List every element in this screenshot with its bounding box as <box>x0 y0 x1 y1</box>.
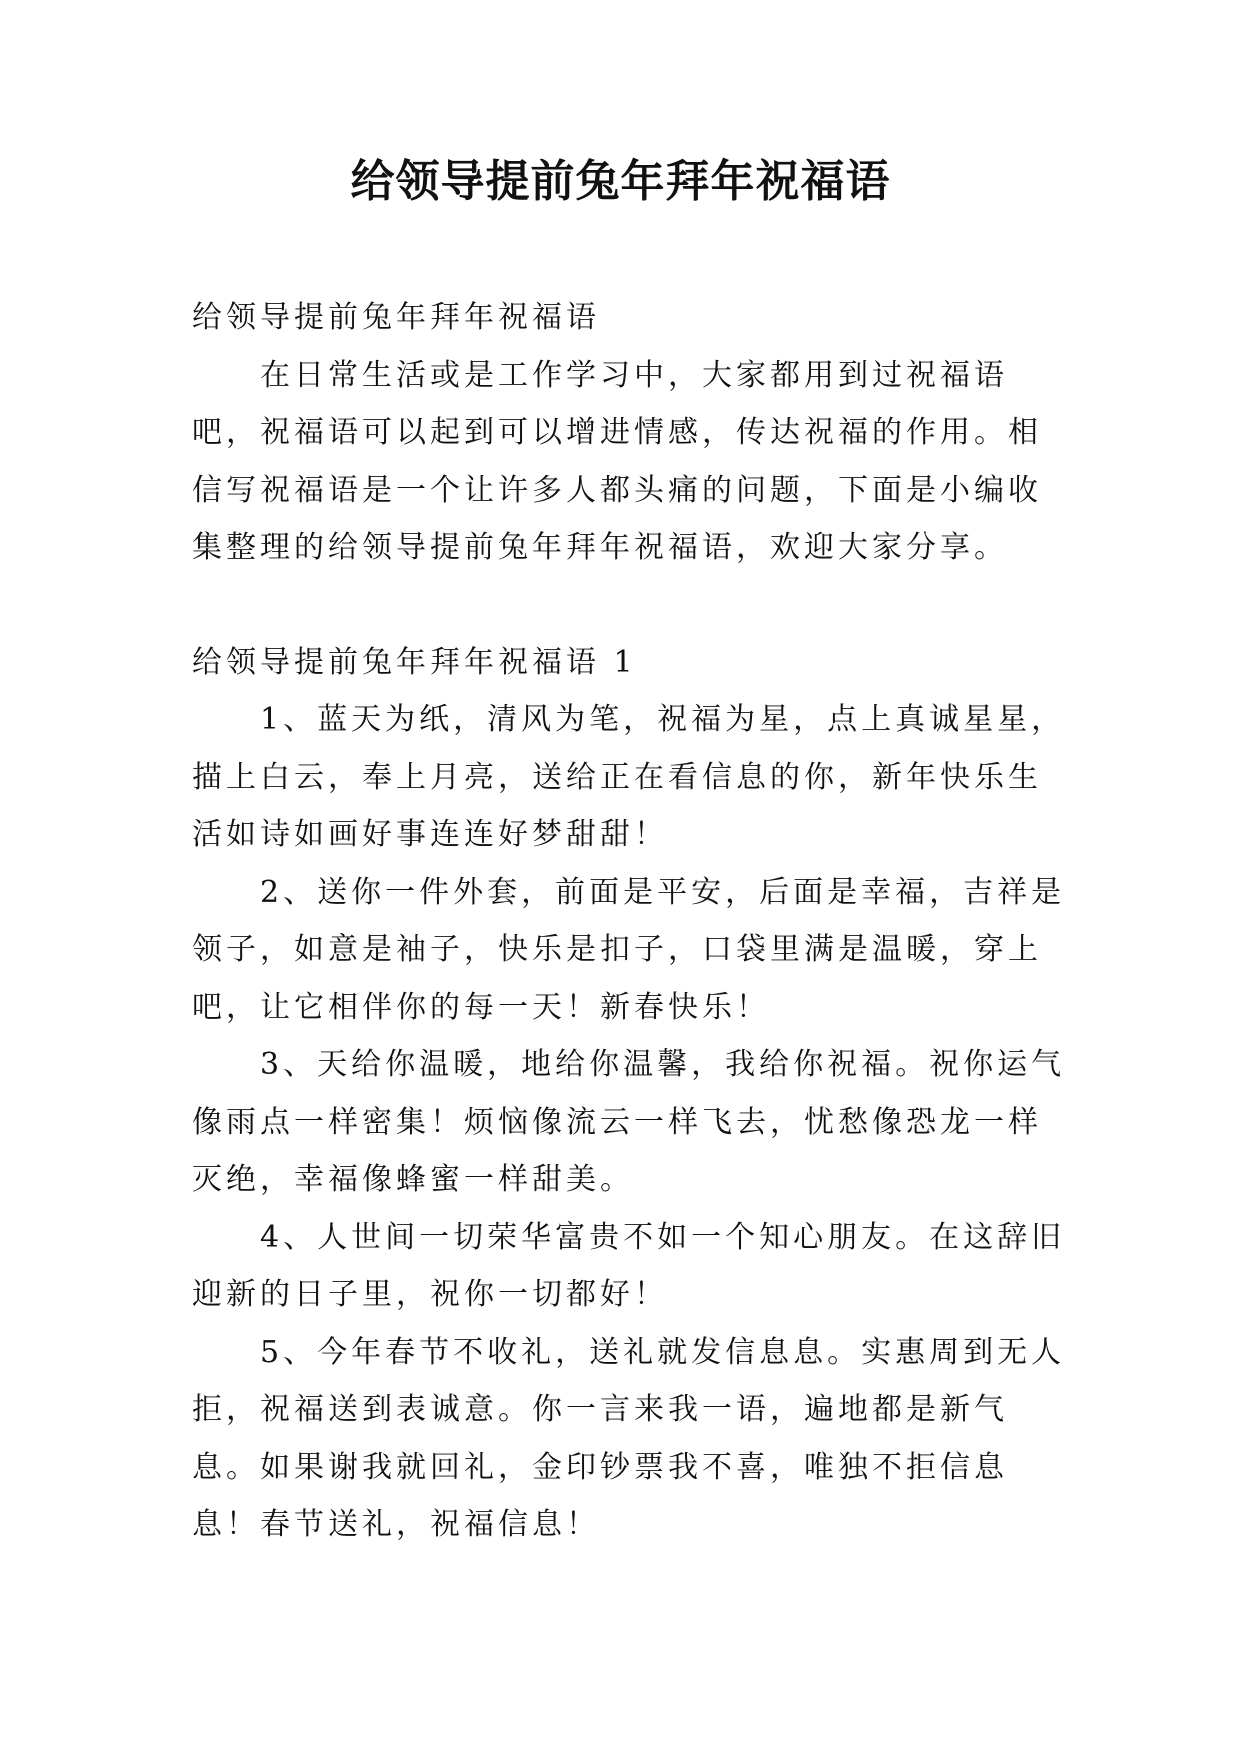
paragraph-spacer <box>192 577 1072 634</box>
greeting-item-2: 2、送你一件外套，前面是平安，后面是幸福，吉祥是领子，如意是袖子，快乐是扣子，口袋里满是温暖，穿上吧，让它相伴你的每一天！新春快乐！ <box>192 874 1066 1025</box>
greeting-item-5: 5、今年春节不收礼，送礼就发信息息。实惠周到无人拒，祝福送到表诚意。你一言来我一语，遍地都是新气息。如果谢我就回礼，金印钞票我不喜，唯独不拒信息息！春节送礼，祝福信息！ <box>192 1334 1066 1542</box>
document-title: 给领导提前兔年拜年祝福语 <box>350 156 891 207</box>
greeting-item-3: 3、天给你温暖，地给你温馨，我给你祝福。祝你运气像雨点一样密集！烦恼像流云一样飞去，忧愁像恐龙一样灭绝，幸福像蜂蜜一样甜美。 <box>192 1047 1066 1197</box>
greeting-item-1: 1、蓝天为纸，清风为笔，祝福为星，点上真诚星星，描上白云，奉上月亮，送给正在看信息的你，新年快乐生活如诗如画好事连连好梦甜甜！ <box>192 702 1066 852</box>
document-body <box>192 289 1072 1554</box>
intro-paragraph: 在日常生活或是工作学习中，大家都用到过祝福语吧，祝福语可以起到可以增进情感，传达祝福的作用。相信写祝福语是一个让许多人都头痛的问题，下面是小编收集整理的给领导提前兔年拜年祝福语，欢迎大家分享。 <box>192 357 1042 565</box>
section-heading: 给领导提前兔年拜年祝福语 1 <box>192 644 637 680</box>
document-subtitle: 给领导提前兔年拜年祝福语 <box>192 300 600 335</box>
greeting-item-4: 4、人世间一切荣华富贵不如一个知心朋友。在这辞旧迎新的日子里，祝你一切都好！ <box>192 1219 1066 1312</box>
